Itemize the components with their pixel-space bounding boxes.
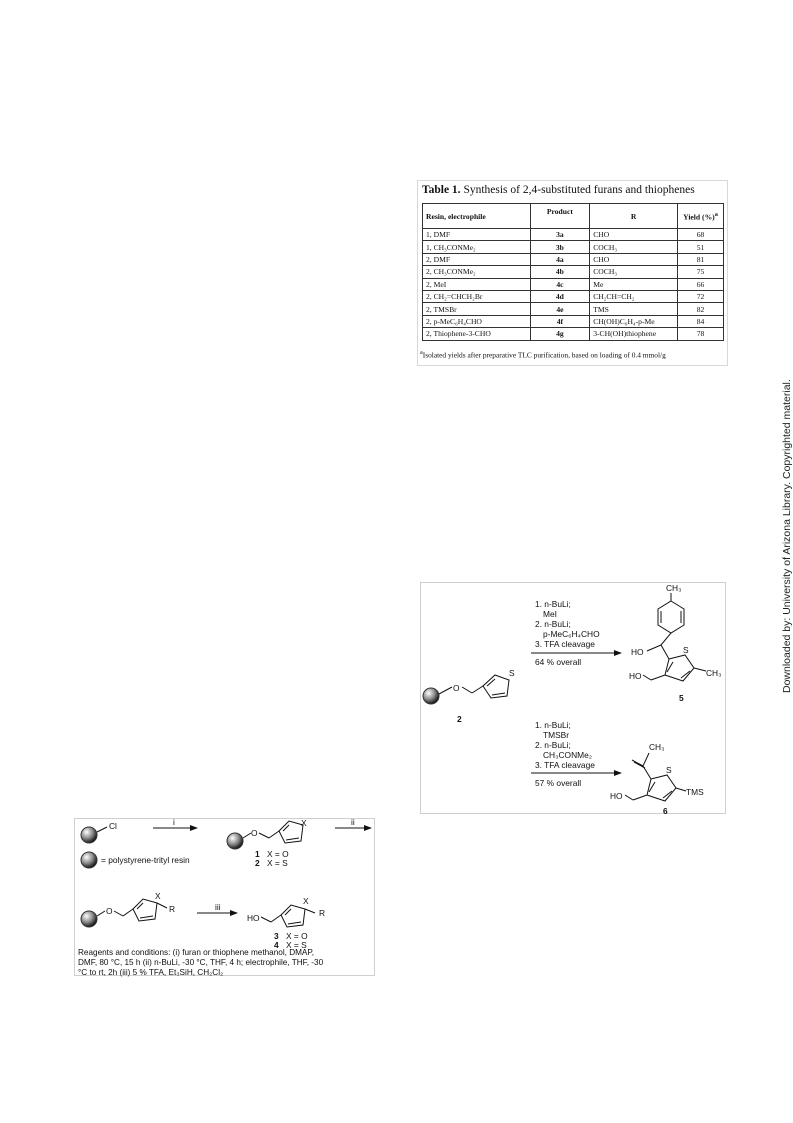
table-row (423, 253, 724, 265)
s2-label-1-num: 1 (255, 849, 260, 859)
s2-label-4-desc: X = S (286, 940, 307, 950)
s1-ring-s: S (509, 668, 515, 678)
s2-r-group: R (169, 904, 176, 914)
cell-product: 4f (530, 315, 590, 327)
cell-yield: 81 (678, 253, 724, 265)
s1-bottom-step-2: TMSBr (543, 730, 570, 740)
s2-label-4-num: 4 (274, 940, 279, 950)
table-1 (417, 180, 728, 366)
scheme-resin-synthesis (74, 818, 375, 976)
cell-product: 3b (530, 241, 590, 253)
s2-conditions-line-2: DMF, 80 °C, 15 h (ii) n-BuLi, -30 °C, THF, 4 h; electrophile, THF, -30 (78, 958, 324, 967)
cell-resin: 2, DMF (423, 253, 531, 265)
s1-top-step-2: MeI (543, 609, 557, 619)
scheme-thiophene-products (420, 582, 726, 814)
footnote-sup: a (420, 350, 423, 356)
s2-resin-def: = polystyrene-trityl resin (101, 855, 190, 865)
header-yield-sup: a (714, 211, 718, 219)
s2-arrow-i: i (173, 819, 175, 827)
resin-bead-icon-3 (81, 911, 97, 927)
header-yield (678, 204, 724, 229)
s1-bottom-yield: 57 % overall (535, 778, 582, 788)
s1-top-step-3: 2. n-BuLi; (535, 619, 571, 629)
s2-o-linker-2: O (106, 906, 113, 916)
cell-resin: 2, CH₃CONMe₂ (423, 266, 531, 278)
s2-arrow-ii: ii (351, 819, 355, 827)
s1-top-step-1: 1. n-BuLi; (535, 599, 571, 609)
table-row (423, 266, 724, 278)
cell-r: COCH₃ (590, 241, 678, 253)
p6-ch3: CH₃ (649, 742, 665, 752)
table-row (423, 290, 724, 302)
cell-r: CHO (590, 229, 678, 241)
cell-yield: 75 (678, 266, 724, 278)
cell-yield: 78 (678, 328, 724, 340)
p6-ho: HO (610, 791, 623, 801)
s1-start-label: 2 (457, 714, 462, 724)
header-resin: Resin, electrophile (423, 204, 531, 229)
s2-x-ring-2: X (155, 891, 161, 901)
cell-r: 3-CH(OH)thiophene (590, 328, 678, 340)
cell-r: CH₂CH=CH₂ (590, 290, 678, 302)
s1-bottom-step-5: 3. TFA cleavage (535, 760, 595, 770)
cell-product: 4a (530, 253, 590, 265)
p5-s: S (683, 645, 689, 655)
table-footnote (420, 350, 666, 359)
p5-ch3-top: CH₃ (666, 583, 682, 593)
s1-bottom-step-3: 2. n-BuLi; (535, 740, 571, 750)
cell-product: 4g (530, 328, 590, 340)
s2-conditions-line-1: Reagents and conditions: (i) furan or thiophene methanol, DMAP, (78, 948, 315, 957)
table-title-text: Synthesis of 2,4-substituted furans and thiophenes (460, 184, 695, 196)
s2-r-group-2: R (319, 908, 326, 918)
s1-top-step-5: 3. TFA cleavage (535, 639, 595, 649)
table-title-number: Table 1. (422, 184, 461, 196)
p5-label: 5 (679, 693, 684, 703)
s1-linker-o: O (453, 683, 460, 693)
yield-table (422, 203, 724, 341)
s2-ho: HO (247, 913, 260, 923)
s1-bottom-step-4: CH₃CONMe₂ (543, 750, 593, 760)
s2-x-ring: X (301, 819, 307, 828)
cell-resin: 2, Thiophene-3-CHO (423, 328, 531, 340)
p6-tms: TMS (686, 787, 704, 797)
p5-ho-upper: HO (631, 647, 644, 657)
cell-resin: 2, p-MeC₆H₄CHO (423, 315, 531, 327)
s2-label-1-desc: X = O (267, 849, 289, 859)
resin-bead-icon-2 (227, 833, 243, 849)
table-header-row (423, 204, 724, 229)
cell-product: 4b (530, 266, 590, 278)
p6-label: 6 (663, 806, 668, 815)
cell-resin: 2, TMSBr (423, 303, 531, 315)
p6-s: S (666, 765, 672, 775)
table-row (423, 315, 724, 327)
cell-r: CH(OH)C₆H₄-p-Me (590, 315, 678, 327)
cell-r: Me (590, 278, 678, 290)
s2-label-2-num: 2 (255, 858, 260, 868)
s1-top-step-4: p-MeC₆H₄CHO (543, 629, 600, 639)
s2-conditions-line-3: °C to rt, 2h (iii) 5 % TFA, Et₃SiH, CH₂Cl₂ (78, 968, 224, 977)
cell-yield: 82 (678, 303, 724, 315)
cell-r: COCH₃ (590, 266, 678, 278)
cell-product: 4c (530, 278, 590, 290)
table-body (423, 229, 724, 341)
s2-label-3-num: 3 (274, 931, 279, 941)
cell-resin: 2, CH₂=CHCH₂Br (423, 290, 531, 302)
cell-yield: 72 (678, 290, 724, 302)
cell-yield: 68 (678, 229, 724, 241)
s1-top-yield: 64 % overall (535, 657, 582, 667)
footnote-text: Isolated yields after preparative TLC purification, based on loading of 0.4 mmol/g (422, 350, 666, 360)
cell-r: CHO (590, 253, 678, 265)
download-watermark: Downloaded by: University of Arizona Library. Copyrighted material. (781, 379, 793, 693)
cell-resin: 2, MeI (423, 278, 531, 290)
cell-product: 4d (530, 290, 590, 302)
resin-bead-icon-legend (81, 852, 97, 868)
s2-arrow-iii: iii (215, 902, 221, 912)
scheme1-drawing (421, 583, 727, 815)
s2-cl: Cl (109, 821, 117, 831)
s2-o-linker: O (251, 828, 258, 838)
header-product: Product (530, 204, 590, 229)
header-r: R (590, 204, 678, 229)
p5-ho-lower: HO (629, 671, 642, 681)
resin-bead-icon (423, 688, 439, 704)
cell-yield: 51 (678, 241, 724, 253)
table-row (423, 241, 724, 253)
cell-r: TMS (590, 303, 678, 315)
table-title (422, 184, 695, 196)
table-row (423, 278, 724, 290)
cell-product: 4e (530, 303, 590, 315)
cell-product: 3a (530, 229, 590, 241)
p5-ch3-right: CH₃ (706, 668, 722, 678)
scheme2-drawing (75, 819, 376, 977)
s1-bottom-step-1: 1. n-BuLi; (535, 720, 571, 730)
s2-x-ring-3: X (303, 896, 309, 906)
table-row (423, 303, 724, 315)
cell-resin: 1, CH₃CONMe₂ (423, 241, 531, 253)
cell-yield: 84 (678, 315, 724, 327)
s2-label-2-desc: X = S (267, 858, 288, 868)
table-row (423, 229, 724, 241)
table-row (423, 328, 724, 340)
header-yield-text: Yield (%) (683, 212, 715, 222)
resin-bead-icon-1 (81, 827, 97, 843)
cell-resin: 1, DMF (423, 229, 531, 241)
cell-yield: 66 (678, 278, 724, 290)
s2-label-3-desc: X = O (286, 931, 308, 941)
